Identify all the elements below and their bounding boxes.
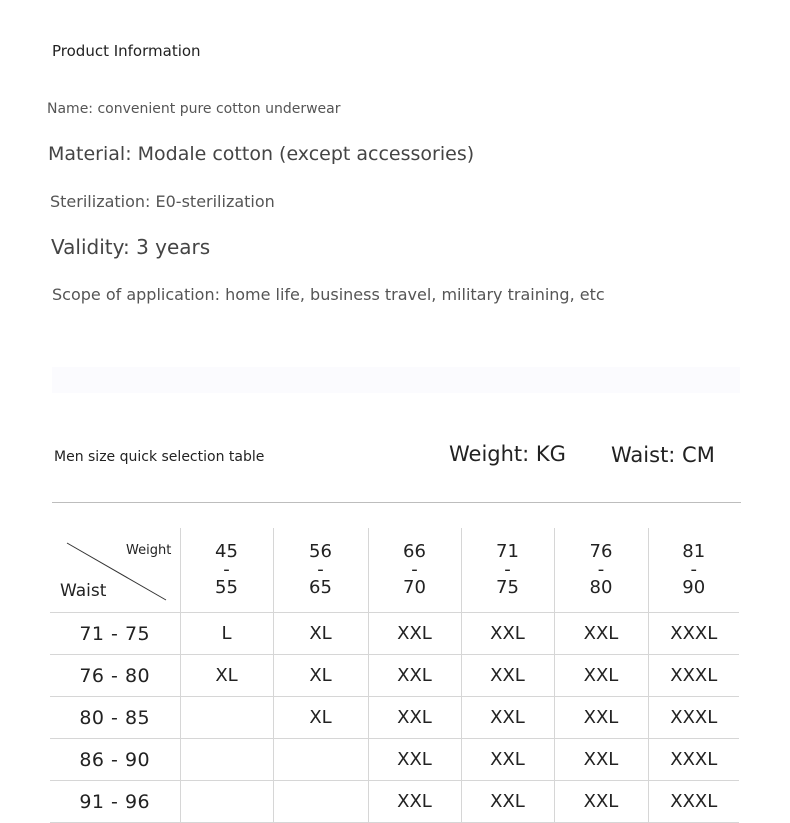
size-cell: XXL — [554, 697, 648, 739]
size-cell: XXL — [461, 613, 554, 655]
weight-header: 56 - 65 — [273, 528, 368, 613]
size-cell — [180, 697, 273, 739]
size-cell: XL — [273, 613, 368, 655]
size-cell: XXL — [554, 739, 648, 781]
size-cell: XXL — [461, 655, 554, 697]
size-cell: XL — [180, 655, 273, 697]
corner-cell — [50, 528, 180, 613]
corner-weight-label: Weight — [126, 543, 172, 558]
size-cell: XXL — [368, 739, 461, 781]
waist-range-cell: 76 - 80 — [50, 655, 180, 697]
weight-unit-label: Weight: KG — [449, 442, 566, 466]
product-validity: Validity: 3 years — [51, 235, 211, 259]
section-title: Product Information — [52, 42, 201, 60]
size-cell: XXXL — [648, 739, 739, 781]
waist-range-cell: 80 - 85 — [50, 697, 180, 739]
weight-header: 81 - 90 — [648, 528, 739, 613]
waist-unit-label: Waist: CM — [611, 443, 715, 467]
size-cell — [273, 739, 368, 781]
size-cell: L — [180, 613, 273, 655]
size-cell: XXXL — [648, 697, 739, 739]
size-cell: XXL — [368, 697, 461, 739]
size-cell: XXXL — [648, 655, 739, 697]
size-table-title: Men size quick selection table — [54, 449, 265, 465]
weight-header: 76 - 80 — [554, 528, 648, 613]
size-cell: XXXL — [648, 781, 739, 823]
size-cell: XXXL — [648, 613, 739, 655]
waist-range-cell: 91 - 96 — [50, 781, 180, 823]
table-row — [50, 613, 739, 655]
waist-range-cell: 71 - 75 — [50, 613, 180, 655]
table-row — [50, 781, 739, 823]
weight-header: 45 - 55 — [180, 528, 273, 613]
size-cell: XXL — [368, 655, 461, 697]
size-cell: XXL — [461, 781, 554, 823]
size-cell: XXL — [554, 613, 648, 655]
size-cell — [180, 739, 273, 781]
table-row — [50, 739, 739, 781]
product-material: Material: Modale cotton (except accessories) — [48, 143, 475, 165]
product-name: Name: convenient pure cotton underwear — [47, 101, 341, 117]
corner-waist-label: Waist — [60, 581, 107, 601]
size-cell: XXL — [554, 655, 648, 697]
size-cell: XXL — [368, 613, 461, 655]
divider-band — [52, 367, 740, 393]
table-row — [50, 655, 739, 697]
weight-header: 71 - 75 — [461, 528, 554, 613]
size-cell — [180, 781, 273, 823]
size-cell: XXL — [461, 739, 554, 781]
size-cell: XXL — [461, 697, 554, 739]
size-cell: XL — [273, 655, 368, 697]
size-cell — [273, 781, 368, 823]
header-row — [50, 528, 739, 613]
size-table — [50, 528, 739, 823]
weight-header: 66 - 70 — [368, 528, 461, 613]
divider-line — [52, 502, 741, 503]
size-cell: XXL — [554, 781, 648, 823]
product-scope: Scope of application: home life, business travel, military training, etc — [52, 285, 605, 304]
product-sterilization: Sterilization: E0-sterilization — [50, 192, 275, 211]
table-row — [50, 697, 739, 739]
size-cell: XL — [273, 697, 368, 739]
waist-range-cell: 86 - 90 — [50, 739, 180, 781]
size-cell: XXL — [368, 781, 461, 823]
